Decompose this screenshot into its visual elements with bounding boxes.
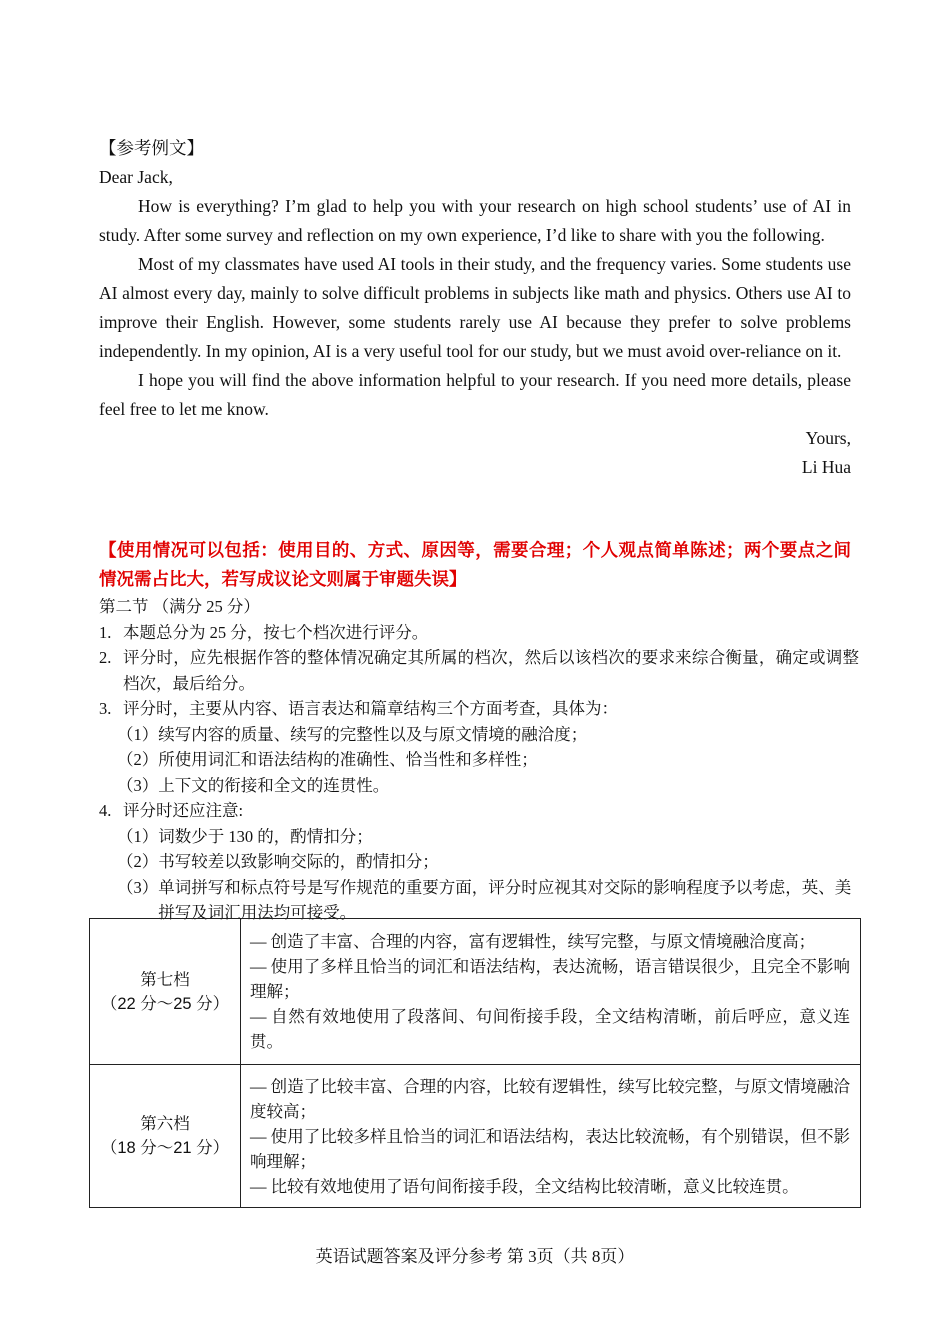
grade-level-name: 第六档	[140, 1114, 190, 1133]
essay-paragraph-2: Most of my classmates have used AI tools in their study, and the frequency varies. Some students use AI almost every day, mainly to solve difficult problems in subjects like math and physics. Others use AI to improve their English. However, some students rarely use AI because they prefer to solve problems independently. In my opinion, AI is a very useful tool for our study, but we must avoid over-reliance on it.	[99, 254, 851, 361]
grade-level-cell	[90, 1065, 241, 1208]
grade-criterion: — 比较有效地使用了语句间衔接手段，全文结构比较清晰，意义比较连贯。	[250, 1176, 799, 1196]
grading-table	[89, 918, 861, 1208]
grade-criterion: — 使用了多样且恰当的词汇和语法结构，表达流畅，语言错误很少，且完全不影响理解；	[250, 957, 850, 1001]
rule-item-4: 4. 评分时还应注意:	[99, 801, 244, 820]
grading-note-red: 【使用情况可以包括：使用目的、方式、原因等，需要合理；个人观点简单陈述；两个要点之间情况需占比大，若写成议论文则属于审题失误】	[99, 541, 851, 590]
section-2-title: 第二节 （满分 25 分）	[99, 597, 260, 616]
page-footer: 英语试题答案及评分参考 第 3页（共 8页）	[315, 1247, 635, 1266]
essay-salutation: Dear Jack,	[99, 167, 173, 187]
grade-score-range: （22 分～25 分）	[100, 994, 230, 1013]
rule-3-sub-2: （2） 所使用词汇和语法结构的准确性、恰当性和多样性；	[117, 750, 538, 769]
grade-criterion: — 创造了比较丰富、合理的内容，比较有逻辑性，续写比较完整，与原文情境融洽度较高；	[250, 1076, 850, 1121]
rule-item-1: 1. 本题总分为 25 分，按七个档次进行评分。	[99, 622, 429, 642]
rule-4-sub-3: （3） 单词拼写和标点符号是写作规范的重要方面，评分时应视其对交际的影响程度予以考虑，英、美拼写及词汇用法均可接受。	[117, 877, 852, 922]
grade-row-6	[90, 1065, 861, 1208]
grade-level-cell	[90, 919, 241, 1065]
section-2-rules	[99, 594, 859, 926]
grade-criteria-cell	[241, 919, 861, 1065]
grade-criterion: — 创造了丰富、合理的内容，富有逻辑性，续写完整，与原文情境融洽度高；	[250, 932, 816, 951]
grade-row-7	[90, 919, 861, 1065]
sample-essay	[99, 163, 851, 482]
grade-score-range: （18 分～21 分）	[100, 1139, 230, 1157]
essay-paragraph-3: I hope you will find the above information helpful to your research. If you need more details, please feel free to let me know.	[99, 370, 851, 419]
essay-signature: Li Hua	[801, 457, 851, 477]
rule-item-3: 3. 评分时，主要从内容、语言表达和篇章结构三个方面考查，具体为：	[99, 699, 618, 718]
grade-criteria-cell	[241, 1065, 861, 1208]
essay-closing: Yours,	[805, 428, 851, 448]
grade-criterion: — 自然有效地使用了段落间、句间衔接手段，全文结构清晰，前后呼应，意义连贯。	[250, 1007, 850, 1051]
rule-4-sub-1: （1） 词数少于 130 的，酌情扣分；	[117, 826, 373, 846]
rule-item-2: 2. 评分时，应先根据作答的整体情况确定其所属的档次，然后以该档次的要求来综合衡量，确定或调整档次，最后给分。	[99, 648, 859, 693]
sample-essay-heading: 【参考例文】	[99, 138, 204, 158]
grade-level-name: 第七档	[140, 969, 190, 989]
grade-criterion: — 使用了比较多样且恰当的词汇和语法结构，表达比较流畅，有个别错误，但不影响理解；	[250, 1126, 850, 1171]
rule-3-sub-1: （1） 续写内容的质量、续写的完整性以及与原文情境的融洽度；	[117, 724, 588, 744]
essay-paragraph-1: How is everything? I’m glad to help you with your research on high school students’ use of AI in study. After some survey and reflection on my own experience, I’d like to share with you the following.	[99, 196, 851, 245]
rule-4-sub-2: （2） 书写较差以致影响交际的，酌情扣分；	[117, 852, 439, 871]
rule-3-sub-3: （3） 上下文的衔接和全文的连贯性。	[117, 775, 390, 795]
